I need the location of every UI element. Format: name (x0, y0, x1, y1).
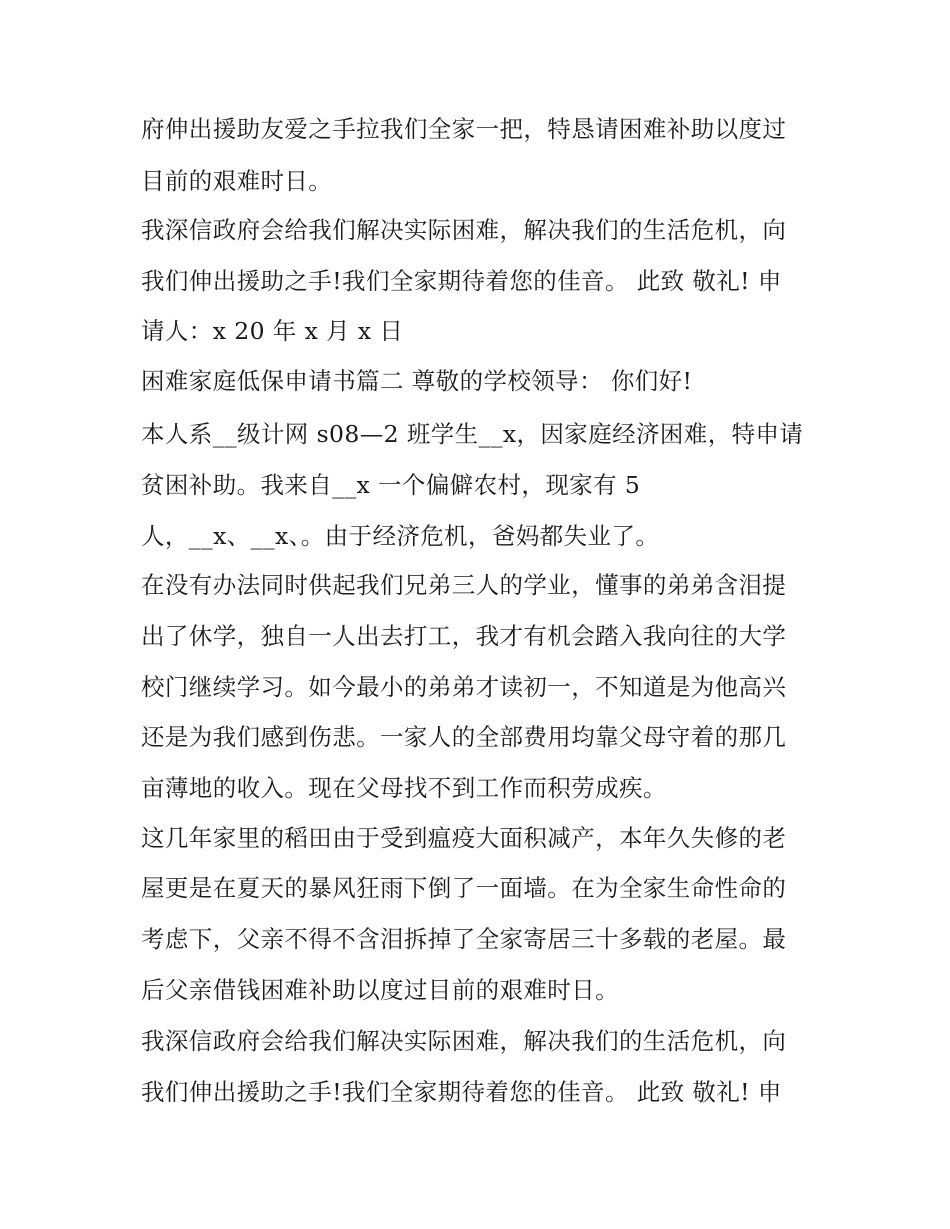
text-line: 我们伸出援助之手!我们全家期待着您的佳音。 此致 敬礼! 申 (141, 1078, 782, 1106)
text-line: 困难家庭低保申请书篇二 尊敬的学校领导： 你们好! (141, 367, 693, 395)
text-line: 我深信政府会给我们解决实际困难，解决我们的生活危机，向 (141, 216, 787, 244)
text-line: 后父亲借钱困难补助以度过目前的艰难时日。 (141, 976, 619, 1004)
text-line: 目前的艰难时日。 (141, 167, 333, 195)
text-line: 这几年家里的稻田由于受到瘟疫大面积减产，本年久失修的老 (141, 824, 787, 852)
text-line: 考虑下，父亲不得不含泪拆掉了全家寄居三十多载的老屋。最 (141, 925, 787, 953)
text-line: 贫困补助。我来自__x 一个偏僻农村，现家有 5 (141, 471, 641, 499)
text-line: 屋更是在夏天的暴风狂雨下倒了一面墙。在为全家生命性命的 (141, 874, 787, 902)
text-line: 亩薄地的收入。现在父母找不到工作而积劳成疾。 (141, 774, 667, 802)
text-line: 府伸出援助友爱之手拉我们全家一把，特恳请困难补助以度过 (141, 115, 787, 143)
text-line: 人，__x、__x、。由于经济危机，爸妈都失业了。 (141, 522, 660, 550)
text-line: 我深信政府会给我们解决实际困难，解决我们的生活危机，向 (141, 1027, 787, 1055)
text-line: 本人系__级计网 s08—2 班学生__x，因家庭经济困难，特申请 (141, 420, 804, 448)
text-line: 还是为我们感到伤悲。一家人的全部费用均靠父母守着的那几 (141, 723, 787, 751)
text-line: 出了休学，独自一人出去打工，我才有机会踏入我向往的大学 (141, 622, 787, 650)
text-line: 我们伸出援助之手!我们全家期待着您的佳音。 此致 敬礼! 申 (141, 267, 782, 295)
text-line: 请人：x 20 年 x 月 x 日 (141, 317, 404, 345)
text-line: 在没有办法同时供起我们兄弟三人的学业，懂事的弟弟含泪提 (141, 571, 787, 599)
text-line: 校门继续学习。如今最小的弟弟才读初一，不知道是为他高兴 (141, 673, 787, 701)
